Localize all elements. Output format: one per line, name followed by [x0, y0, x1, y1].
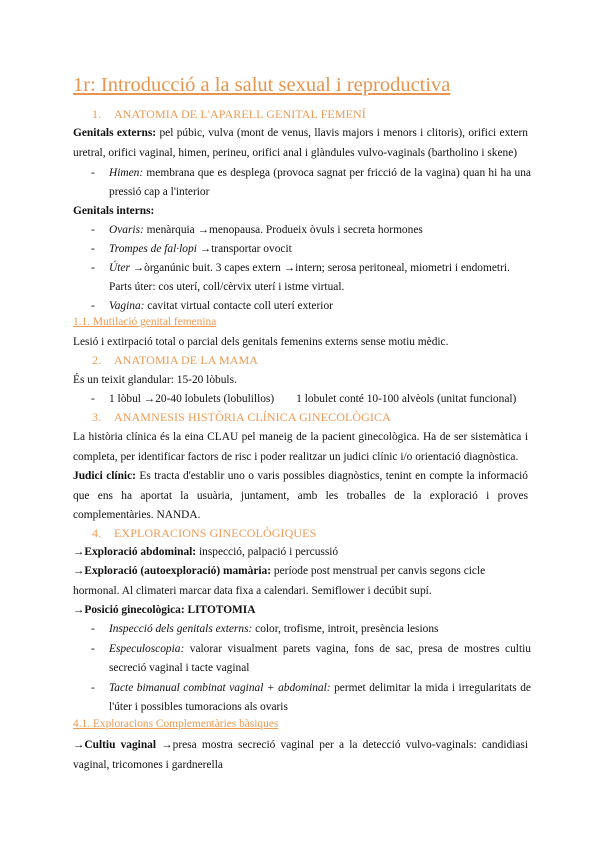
bullet-dash: -: [91, 167, 95, 179]
paragraph-historia-clinica: La història clínica és la eina CLAU pel maneig de la pacient ginecològica. Ha de ser sistemàtica i completa, per identificar factors de risc i poder realitzar un judici clínic i/o orientació diagnòstica.: [73, 431, 528, 463]
term-uter: Úter: [109, 262, 130, 274]
section-heading-anamnesis: [92, 410, 391, 425]
bullet-dash: -: [91, 393, 95, 405]
term-especuloscopia: Especuloscopia:: [109, 643, 185, 655]
section-heading-text: ANAMNESIS HISTÒRIA CLÍNICA GINECOLÒGICA: [114, 410, 391, 424]
term-vagina: Vagina:: [109, 300, 145, 312]
bullet-dash: -: [91, 643, 95, 655]
bullet-dash: -: [91, 300, 95, 312]
section-heading-exploracions: [92, 526, 316, 541]
label-genitals-interns: [73, 202, 528, 222]
text-inspeccio: color, trofisme, introit, presència lesions: [252, 623, 439, 635]
paragraph-genitals-externs: [73, 124, 528, 163]
arrow-icon: →: [73, 739, 85, 751]
paragraph-mama: És un teixit glandular: 15-20 lòbuls.: [73, 374, 237, 386]
term-tacte-bimanual: Tacte bimanual combinat vaginal + abdominal:: [109, 682, 331, 694]
text-exploracio-mamaria: període post menstrual per canvis segons cicle hormonal. Al climateri marcar data fixa a calendari. Semiflower i decúbit supí.: [73, 565, 486, 597]
section-heading-mama: [92, 353, 258, 368]
text-vagina: cavitat virtual contacte coll uterí exterior: [144, 300, 333, 312]
text-cultiu-vaginal: →presa mostra secreció vaginal per a la detecció vulvo-vaginals: candidiasi vaginal, tricomones i gardnerella: [73, 739, 528, 771]
section-number: 1.: [92, 107, 102, 121]
list-item-himen: [91, 164, 531, 202]
label-genitals-externs: Genitals externs:: [73, 127, 157, 139]
text-lobul: 1 lòbul →20-40 lobulets (lobulillos): [109, 393, 275, 405]
bullet-dash: -: [91, 623, 95, 635]
section-heading-text: EXPLORACIONS GINECOLÒGIQUES: [114, 526, 317, 540]
list-item-tacte-bimanual: [91, 679, 531, 717]
paragraph-mutilacio: Lesió i extirpació total o parcial dels genitals femenins externs sense motiu mèdic.: [73, 336, 449, 348]
text-especuloscopia: valorar visualment parets vagina, fons de sac, presa de mostres cultiu secreció vaginal i tacte vaginal: [109, 643, 531, 674]
term-trompes: Trompes de fal·lopi: [109, 243, 197, 255]
section-heading-anatomia-genital: [92, 107, 366, 122]
arrow-icon: →: [73, 604, 85, 616]
page-title: 1r: Introducció a la salut sexual i reproductiva: [73, 74, 451, 96]
list-item-especuloscopia: [91, 640, 531, 678]
term-himen: Himen:: [109, 167, 144, 179]
text-uter: →òrganúnic buit. 3 capes extern →intern; serosa peritoneal, miometri i endometri. Parts úter: cos uterí, coll/cèrvix uterí i istme virtual.: [109, 262, 510, 293]
section-number: 4.: [92, 526, 102, 540]
term-ovaris: Ovaris:: [109, 224, 144, 236]
label-exploracio-abdominal: Exploració abdominal:: [84, 546, 197, 558]
paragraph-exploracio-mamaria: [73, 562, 528, 601]
section-number: 3.: [92, 410, 102, 424]
list-item-uter: [91, 259, 531, 297]
section-number: 2.: [92, 353, 102, 367]
text-judici-clinic: Es tracta d'establir uno o varis possibles diagnòstics, tenint en compte la informació que ens ha aportat la usuària, juntament, amb les troballes de la exploració i proves complementàries. NANDA.: [73, 470, 528, 521]
paragraph-exploracio-abdominal: [73, 543, 528, 563]
text-tacte-bimanual: permet delimitar la mida i irregularitats de l'úter i possibles tumoracions als ovaris: [109, 682, 531, 713]
arrow-icon: →: [73, 565, 85, 577]
bullet-dash: -: [91, 224, 95, 236]
subsection-heading-mutilacio: 1.1. Mutilació genital femenina: [73, 316, 217, 328]
section-heading-text: ANATOMIA DE L'APARELL GENITAL FEMENÍ: [114, 107, 366, 121]
label-posicio-ginecologica: Posició ginecològica: LITOTOMIA: [84, 604, 256, 616]
list-item-lobul: [91, 390, 531, 409]
text-lobulet: 1 lobulet conté 10-100 alvèols (unitat funcional): [296, 393, 517, 405]
label-judici-clinic: Judici clínic:: [73, 470, 136, 482]
text-exploracio-abdominal: inspecció, palpació i percussió: [196, 546, 339, 558]
list-item-vagina: [91, 297, 531, 316]
paragraph-judici-clinic: [73, 467, 528, 526]
list-item-trompes: [91, 240, 531, 259]
text-ovaris: menàrquia →menopausa. Produeix òvuls i secreta hormones: [143, 224, 423, 236]
term-inspeccio: Inspecció dels genitals externs:: [109, 623, 253, 635]
label-genitals-interns-text: Genitals interns:: [73, 205, 155, 217]
section-heading-text: ANATOMIA DE LA MAMA: [114, 353, 259, 367]
text-trompes: →transportar ovocit: [196, 243, 292, 255]
paragraph-posicio-ginecologica: [73, 601, 528, 621]
label-exploracio-mamaria: Exploració (autoexploració) mamària:: [84, 565, 272, 577]
label-cultiu-vaginal: Cultiu vaginal: [84, 739, 157, 751]
list-item-ovaris: [91, 221, 531, 240]
list-item-inspeccio: [91, 620, 531, 639]
bullet-dash: -: [91, 682, 95, 694]
subsection-heading-exploracions-complementaries: 4.1. Exploracions Complementàries bàsiques: [73, 718, 279, 730]
bullet-dash: -: [91, 243, 95, 255]
bullet-dash: -: [91, 262, 95, 274]
paragraph-cultiu-vaginal: [73, 736, 528, 775]
text-himen: membrana que es desplega (provoca sagnat per fricció de la vagina) quan hi ha una pressió cap a l'interior: [109, 167, 531, 198]
arrow-icon: →: [73, 546, 85, 558]
text-genitals-externs: pel púbic, vulva (mont de venus, llavis majors i menors i clitoris), orifici extern uretral, orifici vaginal, himen, perineu, orifici anal i glàndules vulvo-vaginals (bartholino i skene): [73, 127, 528, 159]
